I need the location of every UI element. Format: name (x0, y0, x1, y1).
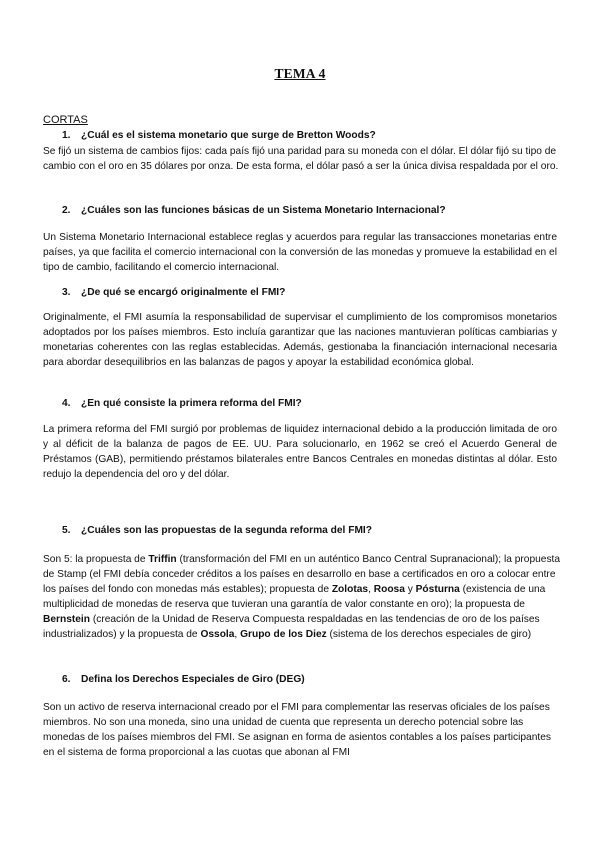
question-text: Defina los Derechos Especiales de Giro (DEG) (81, 674, 305, 685)
proposal-postuma: Pósturna (415, 584, 460, 595)
answer-1: Se fijó un sistema de cambios fijos: cada país fijó una paridad para su moneda con el dólar. El dólar fijó su tipo de cambio con el oro en 35 dólares por onza. De esta forma, el dólar pasó a ser la única divisa respaldada por el oro. (43, 146, 559, 172)
question-5 (62, 525, 372, 536)
answer-2: Un Sistema Monetario Internacional establece reglas y acuerdos para regular las transacciones monetarias entre países, ya que facilita el comercio internacional con la conversión de las monedas y promueve la estabilidad en el tipo de cambio, facilitando el comercio internacional. (43, 232, 557, 273)
answer-6: Son un activo de reserva internacional creado por el FMI para complementar las reservas oficiales de los países miembros. No son una moneda, sino una unidad de cuenta que representa un derecho potencial sobre las monedas de los países miembros del FMI. Se asignan en forma de asientos contables a los países participantes en el sistema de forma proporcional a las cuotas que abonan al FMI (43, 702, 551, 758)
answer-4: La primera reforma del FMI surgió por problemas de liquidez internacional debido a la producción limitada de oro y al déficit de la balanza de pagos de EE. UU. Para solucionarlo, en 1962 se creó el Acuerdo General de Préstamos (GAB), permitiendo préstamos bilaterales entre Bancos Centrales en monedas distintas al dólar. Esto redujo la dependencia del oro y del dólar. (43, 424, 557, 480)
question-text: ¿De qué se encargó originalmente el FMI? (81, 287, 286, 298)
proposal-bernstein: Bernstein (43, 614, 90, 625)
question-number: 4. (62, 398, 71, 409)
answer-5: Son 5: la propuesta de Triffin (transformación del FMI en un auténtico Banco Central Supranacional); la propuesta de Stamp (el FMI debía conceder créditos a los países en desarrollo en base a certificados en oro a colocar entre los países del fondo con monedas más estables); propuesta de Zolotas, Roosa y Pósturna (existencia de una multiplicidad de monedas de reserva que tuvieran una garantía de valor constante en oro); la propuesta de Bernstein (creación de la Unidad de Reserva Compuesta respaldadas en las tendencias de oro de los países industrializados) y la propuesta de Ossola, Grupo de los Diez (sistema de los derechos especiales de giro) (43, 554, 561, 640)
question-text: ¿En qué consiste la primera reforma del FMI? (81, 398, 302, 409)
proposal-roosa: Roosa (373, 584, 405, 595)
question-number: 1. (62, 130, 71, 141)
question-4 (62, 398, 302, 409)
question-text: ¿Cuáles son las propuestas de la segunda reforma del FMI? (81, 525, 372, 536)
question-text: ¿Cuáles son las funciones básicas de un Sistema Monetario Internacional? (81, 205, 446, 216)
question-3 (62, 287, 285, 298)
proposal-grupo-diez: Grupo de los Diez (240, 629, 327, 640)
section-heading: CORTAS (43, 114, 88, 126)
question-text: ¿Cuál es el sistema monetario que surge de Bretton Woods? (81, 130, 376, 141)
question-number: 6. (62, 674, 71, 685)
question-1 (62, 130, 376, 141)
question-2 (62, 205, 446, 216)
question-number: 2. (62, 205, 71, 216)
answer-3: Originalmente, el FMI asumía la responsabilidad de supervisar el cumplimiento de los compromisos monetarios adoptados por los países miembros. Esto incluía garantizar que las naciones mantuvieran políticas cambiarias y monetarias coherentes con las reglas establecidas. Además, gestionaba la financiación internacional necesaria para abordar desequilibrios en las balanzas de pagos y apoyar la estabilidad económica global. (43, 312, 557, 368)
question-number: 5. (62, 525, 71, 536)
proposal-triffin: Triffin (148, 554, 177, 565)
page-title: TEMA 4 (274, 66, 326, 81)
question-number: 3. (62, 287, 71, 298)
proposal-ossola: Ossola (200, 629, 235, 640)
proposal-zolotas: Zolotas (331, 584, 369, 595)
question-6 (62, 674, 305, 685)
